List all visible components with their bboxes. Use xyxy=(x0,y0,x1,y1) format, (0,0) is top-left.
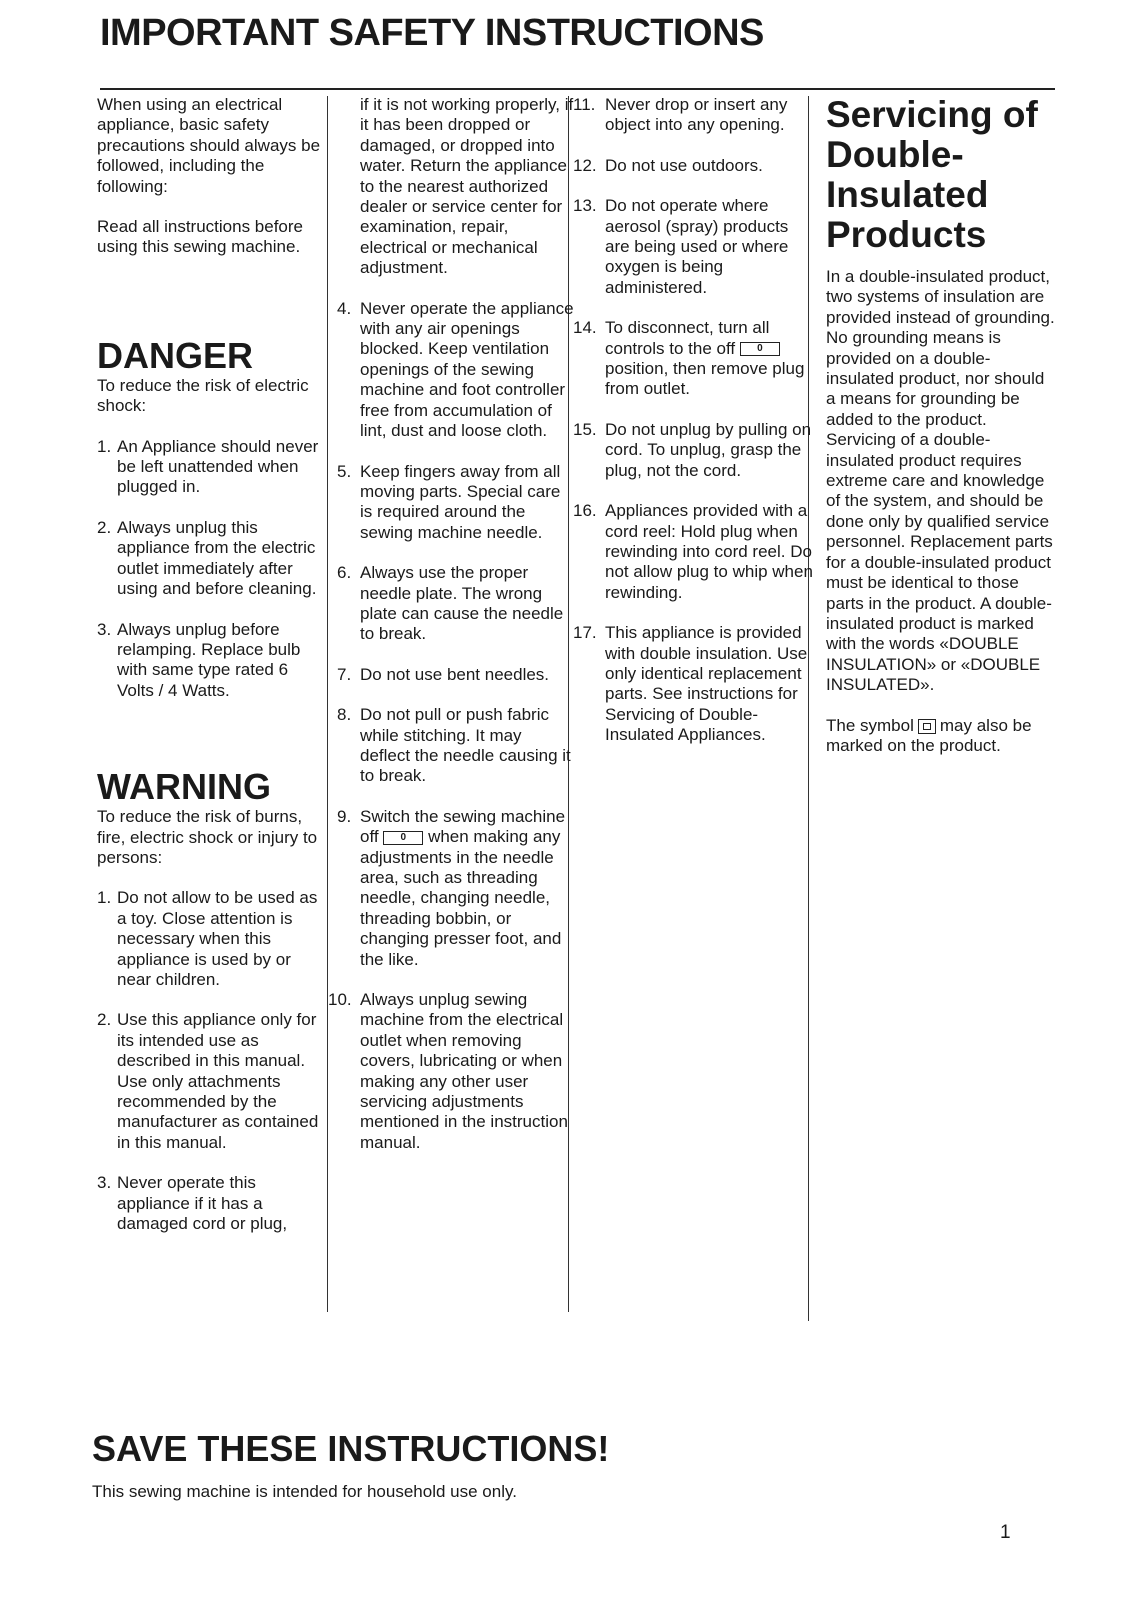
off-switch-symbol-icon: 0 xyxy=(383,831,423,845)
servicing-symbol-note: The symbol may also be marked on the product. xyxy=(826,715,1032,755)
warning-list xyxy=(97,888,325,1234)
title-divider xyxy=(100,88,1055,90)
list-item: 8. Do not pull or push fabric while stitching. It may deflect the needle causing it to break. xyxy=(337,705,571,786)
item-3-continued: if it is not working properly, if it has been dropped or damaged, or dropped into water. Return the appliance to the nearest authorized dealer or service center for examination, repair, electrical or mechanical adjustment. xyxy=(360,95,574,278)
column-1 xyxy=(97,95,325,1254)
list-item: 9. Switch the sewing machine off 0 when making any adjustments in the needle area, such as threading needle, changing needle, threading bobbin, or changing presser foot, and the like. xyxy=(337,806,566,969)
list-item: 14. To disconnect, turn all controls to the off 0 position, then remove plug from outlet. xyxy=(573,318,805,399)
danger-list xyxy=(97,437,325,701)
double-insulation-symbol-icon xyxy=(918,719,936,734)
list-item: 12. Do not use outdoors. xyxy=(573,155,763,175)
list-item: 15. Do not unplug by pulling on cord. To unplug, grasp the plug, not the cord. xyxy=(573,419,812,480)
warning-list-continued-2 xyxy=(573,95,815,746)
list-item: 16. Appliances provided with a cord reel: Hold plug when rewinding into cord reel. Do not allow plug to whip when rewinding. xyxy=(573,501,813,602)
list-item: 5. Keep fingers away from all moving parts. Special care is required around the sewing machine needle. xyxy=(337,461,561,542)
list-item: 6. Always use the proper needle plate. The wrong plate can cause the needle to break. xyxy=(337,563,564,644)
list-item: 13. Do not operate where aerosol (spray) products are being used or where oxygen is being administered. xyxy=(573,196,789,297)
servicing-heading: Servicing of Double-Insulated Products xyxy=(826,94,1038,255)
list-item: 7. Do not use bent needles. xyxy=(337,664,550,684)
servicing-body: In a double-insulated product, two systems of insulation are provided instead of grounding. No grounding means is provided on a double-insulated product, nor should a means for grounding be added to the product. Servicing of a double-insulated product requires extreme care and knowledge of the system, and should be done only by qualified service personnel. Replacement parts for a double-insulated product must be identical to those parts in the product. A double-insulated product is marked with the words «DOUBLE INSULATION» or «DOUBLE INSULATED». xyxy=(826,267,1055,695)
column-4 xyxy=(826,95,1056,756)
column-divider xyxy=(327,96,328,1312)
list-item: 2. Use this appliance only for its intended use as described in this manual. Use only attachments recommended by the manufacturer as contained in this manual. xyxy=(97,1010,319,1152)
household-use-note: This sewing machine is intended for household use only. xyxy=(92,1482,517,1501)
list-item: 4. Never operate the appliance with any air openings blocked. Keep ventilation openings of the sewing machine and foot controller free from accumulation of lint, dust and loose cloth. xyxy=(337,298,574,441)
off-switch-symbol-icon: 0 xyxy=(740,342,780,356)
danger-subtitle: To reduce the risk of electric shock: xyxy=(97,375,309,416)
warning-list-continued xyxy=(328,298,575,1154)
intro-text: When using an electrical appliance, basic safety precautions should always be followed, including the following: xyxy=(97,95,321,196)
column-2 xyxy=(328,95,575,1173)
list-item: 11. Never drop or insert any object into any opening. xyxy=(573,95,788,135)
warning-heading: WARNING xyxy=(97,766,271,808)
list-item: 3. Always unplug before relamping. Replace bulb with same type rated 6 Volts / 4 Watts. xyxy=(97,619,301,700)
list-item: 17. This appliance is provided with double insulation. Use only identical replacement parts. See instructions for Servicing of Double-Insulated Appliances. xyxy=(573,623,808,745)
danger-heading: DANGER xyxy=(97,334,254,376)
list-item: 10. Always unplug sewing machine from the electrical outlet when removing covers, lubricating or when making any other user servicing adjustments mentioned in the instruction manual. xyxy=(328,990,568,1152)
column-3 xyxy=(573,95,815,766)
list-item: 2. Always unplug this appliance from the electric outlet immediately after using and before cleaning. xyxy=(97,517,317,599)
list-item: 3. Never operate this appliance if it has a damaged cord or plug, xyxy=(97,1173,288,1234)
save-instructions-heading: SAVE THESE INSTRUCTIONS! xyxy=(92,1428,610,1469)
list-item: 1. An Appliance should never be left unattended when plugged in. xyxy=(97,436,319,497)
page-number: 1 xyxy=(1000,1522,1011,1543)
page-title: IMPORTANT SAFETY INSTRUCTIONS xyxy=(100,12,764,54)
read-all-text: Read all instructions before using this sewing machine. xyxy=(97,217,304,257)
warning-subtitle: To reduce the risk of burns, fire, electric shock or injury to persons: xyxy=(97,807,318,867)
list-item: 1. Do not allow to be used as a toy. Close attention is necessary when this appliance is used by or near children. xyxy=(97,888,318,989)
